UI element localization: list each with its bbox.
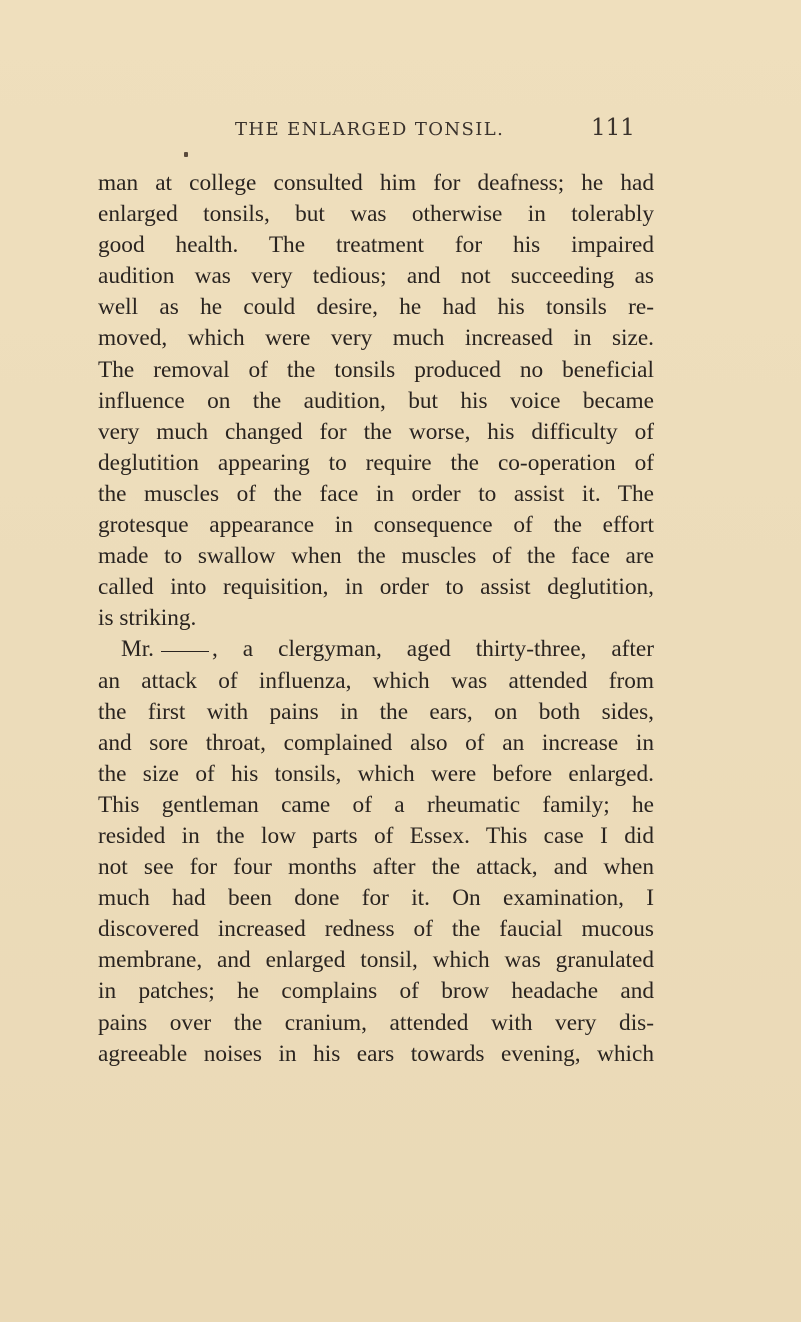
text-line: very much changed for the worse, his difficulty of <box>98 418 654 445</box>
text-line: discovered increased redness of the faucial mucous <box>98 916 654 943</box>
text-line: grotesque appearance in consequence of the effort <box>98 512 654 539</box>
text-line: the muscles of the face in order to assist it. The <box>98 480 654 507</box>
text-line: influence on the audition, but his voice became <box>98 387 654 414</box>
text-line: well as he could desire, he had his tonsils re- <box>98 294 654 321</box>
page-number: 111 <box>591 115 635 141</box>
text-line: man at college consulted him for deafness; he had <box>98 170 654 196</box>
running-head <box>235 115 655 145</box>
text-line: pains over the cranium, attended with very dis- <box>98 1009 654 1036</box>
text-line: audition was very tedious; and not succeeding as <box>98 263 654 290</box>
paragraph-opening-line <box>98 634 654 665</box>
text-line: called into requisition, in order to assist deglutition, <box>98 574 654 601</box>
text-line: made to swallow when the muscles of the face are <box>98 543 654 570</box>
running-title: THE ENLARGED TONSIL. <box>235 119 505 140</box>
text-line: an attack of influenza, which was attended from <box>98 667 654 694</box>
ink-speck <box>184 152 188 157</box>
text-line: is striking. <box>98 605 197 632</box>
text-line: the first with pains in the ears, on both sides, <box>98 698 654 725</box>
text-line: agreeable noises in his ears towards evening, which <box>98 1040 654 1067</box>
text-line: membrane, and enlarged tonsil, which was granulated <box>98 947 654 974</box>
text-line: moved, which were very much increased in size. <box>98 325 654 352</box>
text-line: and sore throat, complained also of an increase in <box>98 729 654 756</box>
text-line: much had been done for it. On examination, I <box>98 885 654 912</box>
body-text <box>98 168 654 1070</box>
text-line: The removal of the tonsils produced no beneficial <box>98 356 654 383</box>
text-line: good health. The treatment for his impaired <box>98 232 654 259</box>
text-line: the size of his tonsils, which were before enlarged. <box>98 760 654 787</box>
text-line: This gentleman came of a rheumatic family; he <box>98 791 654 818</box>
text-line: in patches; he complains of brow headache and <box>98 978 654 1005</box>
text-line: resided in the low parts of Essex. This case I did <box>98 822 654 849</box>
text-line: not see for four months after the attack, and when <box>98 854 654 881</box>
opening-line-remainder: , a clergyman, aged thirty-three, after <box>212 636 654 663</box>
text-line: deglutition appearing to require the co-operation of <box>98 449 654 476</box>
name-omission-dash <box>161 651 209 652</box>
text-line: enlarged tonsils, but was otherwise in tolerably <box>98 201 654 228</box>
mr-label: Mr. <box>121 636 155 663</box>
